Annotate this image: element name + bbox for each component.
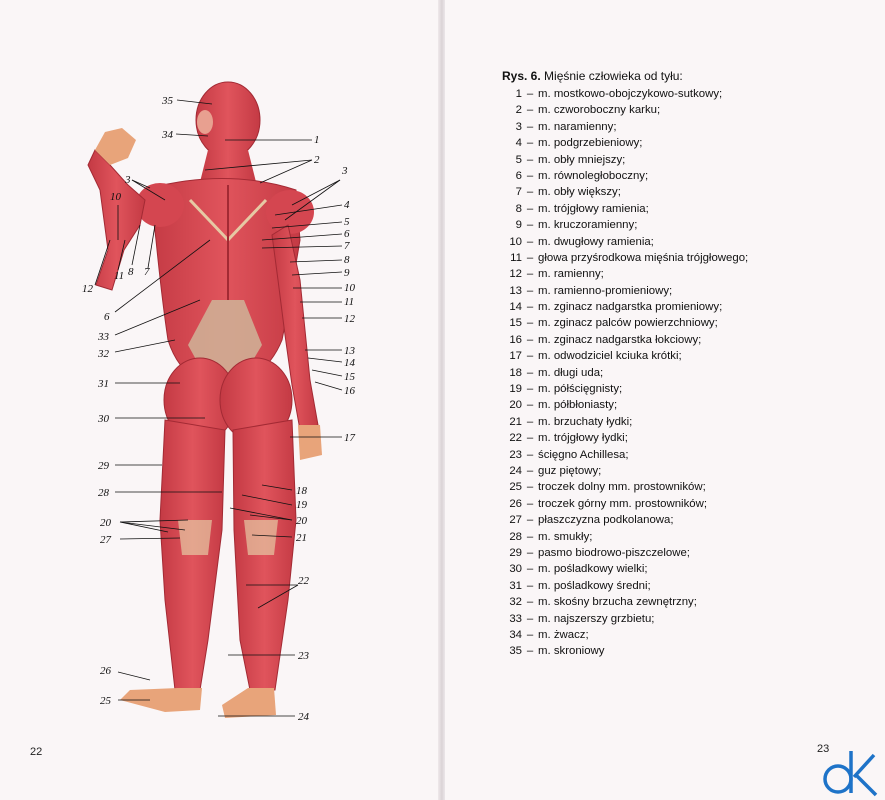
label-10-left: 10 (110, 191, 121, 203)
legend-item-dash: – (526, 383, 534, 396)
legend-item-dash: – (526, 481, 534, 494)
legend-item-number: 3 (515, 120, 522, 133)
legend-item-text: pasmo biodrowo-piszczelowe; (538, 546, 690, 559)
legend-item-text: płaszczyzna podkolanowa; (538, 514, 674, 527)
legend-item-dash: – (526, 612, 534, 625)
label-16: 16 (344, 385, 355, 397)
caption-title: Mięśnie człowieka od tyłu: (540, 69, 683, 83)
label-25: 25 (100, 695, 111, 707)
label-32: 32 (98, 348, 109, 360)
legend-item-dash: – (526, 317, 534, 330)
label-27: 27 (100, 534, 111, 546)
legend-item-text: m. ramienno-promieniowy; (538, 284, 673, 297)
caption-figure-number: Rys. 6. (502, 69, 541, 83)
legend-item-text: m. dwugłowy ramienia; (538, 235, 654, 248)
legend-item-text: m. półścięgnisty; (538, 383, 623, 396)
label-10-right: 10 (344, 282, 355, 294)
legend-item (502, 119, 748, 135)
label-2: 2 (314, 154, 320, 166)
legend-item-dash: – (526, 546, 534, 559)
legend-item-number: 12 (509, 268, 522, 281)
legend-item-text: m. skroniowy (538, 645, 605, 658)
legend-item-dash: – (526, 202, 534, 215)
legend-item (502, 152, 748, 168)
legend-item-dash: – (526, 563, 534, 576)
legend-item-dash: – (526, 333, 534, 346)
label-29: 29 (98, 460, 109, 472)
legend-item-number: 17 (509, 350, 522, 363)
legend-item (502, 578, 748, 594)
legend-item-dash: – (526, 530, 534, 543)
legend-item-number: 2 (515, 104, 522, 117)
legend-item-dash: – (526, 169, 534, 182)
legend-item-dash: – (526, 579, 534, 592)
legend-item (502, 135, 748, 151)
legend-item-number: 33 (509, 612, 522, 625)
label-21: 21 (296, 532, 307, 544)
legend-item-number: 31 (509, 579, 522, 592)
legend-item-dash: – (526, 301, 534, 314)
legend-item-dash: – (526, 284, 534, 297)
legend-item (502, 365, 748, 381)
legend-item-number: 8 (515, 202, 522, 215)
muscle-figure (0, 0, 440, 800)
label-12-right: 12 (344, 313, 355, 325)
legend-item-dash: – (526, 432, 534, 445)
label-6-right: 6 (344, 228, 350, 240)
label-4: 4 (344, 199, 350, 211)
page-number-right: 23 (817, 743, 830, 755)
legend-item-text: ścięgno Achillesa; (538, 448, 629, 461)
legend-item (502, 266, 748, 282)
legend-item-dash: – (526, 137, 534, 150)
label-13: 13 (344, 345, 355, 357)
page-number-left: 22 (30, 746, 43, 758)
label-31: 31 (98, 378, 109, 390)
legend-item-dash: – (526, 350, 534, 363)
label-3-right: 3 (342, 165, 348, 177)
legend-item-text: m. półbłoniasty; (538, 399, 618, 412)
legend-item-dash: – (526, 514, 534, 527)
legend-item-dash: – (526, 153, 534, 166)
label-22: 22 (298, 575, 309, 587)
legend-item (502, 512, 748, 528)
legend-item-text: m. kruczoramienny; (538, 219, 638, 232)
legend-item-text: m. mostkowo-obojczykowo-sutkowy; (538, 88, 723, 100)
label-19: 19 (296, 499, 307, 511)
legend-item (502, 201, 748, 217)
legend-item (502, 594, 748, 610)
legend-item-dash: – (526, 415, 534, 428)
legend-item-number: 5 (515, 153, 522, 166)
label-9: 9 (344, 267, 350, 279)
legend-item-text: m. trójgłowy łydki; (538, 432, 628, 445)
legend-item-dash: – (526, 497, 534, 510)
muscle-legend-list (502, 86, 748, 660)
legend-item-number: 32 (509, 596, 522, 609)
legend-item-number: 28 (509, 530, 522, 543)
legend-item-text: m. najszerszy grzbietu; (538, 612, 655, 625)
legend-item (502, 299, 748, 315)
legend-item (502, 250, 748, 266)
label-15: 15 (344, 371, 355, 383)
label-11-right: 11 (344, 296, 355, 308)
legend-item-number: 10 (509, 235, 522, 248)
label-24: 24 (298, 711, 309, 723)
legend-item (502, 545, 748, 561)
label-8-left: 8 (128, 266, 134, 278)
label-1: 1 (314, 134, 320, 146)
legend-item-dash: – (526, 235, 534, 248)
legend-item-text: m. smukły; (538, 530, 593, 543)
figure-caption (502, 69, 683, 83)
legend-item-text: m. zginacz nadgarstka promieniowy; (538, 301, 723, 314)
legend-item-number: 29 (509, 546, 522, 559)
label-20-right: 20 (296, 515, 307, 527)
legend-item-text: m. czworoboczny karku; (538, 104, 661, 117)
legend-item (502, 529, 748, 545)
legend-item (502, 627, 748, 643)
legend-item (502, 397, 748, 413)
legend-item-text: m. odwodziciel kciuka krótki; (538, 350, 682, 363)
legend-item-number: 26 (509, 497, 522, 510)
legend-item-dash: – (526, 596, 534, 609)
legend-item-text: troczek dolny mm. prostowników; (538, 481, 706, 494)
legend-item (502, 102, 748, 118)
legend-item (502, 217, 748, 233)
legend-item (502, 463, 748, 479)
legend-item-number: 14 (509, 301, 522, 314)
legend-item-number: 16 (509, 333, 522, 346)
label-23: 23 (298, 650, 309, 662)
legend-item (502, 447, 748, 463)
dk-logo-icon (818, 747, 878, 797)
label-6-left: 6 (104, 311, 110, 323)
legend-item-text: m. ramienny; (538, 268, 604, 281)
legend-item-number: 7 (515, 186, 522, 199)
legend-item-text: m. trójgłowy ramienia; (538, 202, 649, 215)
legend-item-dash: – (526, 464, 534, 477)
label-34: 34 (162, 129, 173, 141)
legend-item-text: m. zginacz nadgarstka łokciowy; (538, 333, 702, 346)
legend-item-number: 22 (509, 432, 522, 445)
legend-item-dash: – (526, 645, 534, 658)
legend-item-dash: – (526, 219, 534, 232)
label-3-left: 3 (125, 174, 131, 186)
legend-item (502, 234, 748, 250)
label-7-left: 7 (144, 266, 150, 278)
legend-item (502, 283, 748, 299)
legend-item-dash: – (526, 268, 534, 281)
label-7-right: 7 (344, 240, 350, 252)
legend-item-number: 27 (509, 514, 522, 527)
legend-item-text: troczek górny mm. prostowników; (538, 497, 708, 510)
left-page (0, 0, 440, 800)
legend-item-dash: – (526, 120, 534, 133)
legend-item-dash: – (526, 448, 534, 461)
legend-item-text: m. zginacz palców powierzchniowy; (538, 317, 718, 330)
legend-item-text: m. naramienny; (538, 120, 617, 133)
legend-item-dash: – (526, 628, 534, 641)
legend-item-text: m. pośladkowy średni; (538, 579, 651, 592)
legend-item (502, 184, 748, 200)
legend-item (502, 315, 748, 331)
legend-item-text: m. obły większy; (538, 186, 621, 199)
legend-item (502, 348, 748, 364)
legend-item-text: m. żwacz; (538, 628, 589, 641)
legend-item (502, 168, 748, 184)
legend-item (502, 561, 748, 577)
label-35: 35 (162, 95, 173, 107)
legend-item-number: 9 (515, 219, 522, 232)
legend-item (502, 430, 748, 446)
legend-item (502, 479, 748, 495)
label-11-left: 11 (114, 270, 125, 282)
legend-item-number: 21 (509, 415, 522, 428)
legend-item-number: 15 (509, 317, 522, 330)
legend-item-number: 25 (509, 481, 522, 494)
legend-item-dash: – (526, 186, 534, 199)
legend-item (502, 381, 748, 397)
label-14: 14 (344, 357, 355, 369)
legend-item-number: 34 (509, 628, 522, 641)
legend-item-number: 6 (515, 169, 522, 182)
label-28: 28 (98, 487, 109, 499)
legend-item-number: 13 (509, 284, 522, 297)
legend-item (502, 643, 748, 659)
label-26: 26 (100, 665, 111, 677)
legend-item-number: 11 (510, 251, 522, 264)
legend-item-number: 18 (509, 366, 522, 379)
legend-item (502, 86, 748, 102)
legend-item-text: m. obły mniejszy; (538, 153, 626, 166)
legend-item (502, 496, 748, 512)
label-20-left: 20 (100, 517, 111, 529)
label-18: 18 (296, 485, 307, 497)
legend-item-text: m. równoległoboczny; (538, 169, 649, 182)
legend-item-text: głowa przyśrodkowa mięśnia trójgłowego; (538, 251, 749, 264)
legend-item-dash: – (526, 399, 534, 412)
legend-item-text: m. podgrzebieniowy; (538, 137, 643, 150)
legend-item-number: 23 (509, 448, 522, 461)
label-33: 33 (98, 331, 109, 343)
label-17: 17 (344, 432, 355, 444)
legend-item-number: 1 (515, 88, 522, 100)
legend-item-number: 35 (509, 645, 522, 658)
label-12-left: 12 (82, 283, 93, 295)
legend-item-number: 30 (509, 563, 522, 576)
legend-item-dash: – (526, 88, 534, 100)
label-5: 5 (344, 216, 350, 228)
legend-item-number: 19 (509, 383, 522, 396)
legend-item-text: m. długi uda; (538, 366, 604, 379)
legend-item-dash: – (526, 366, 534, 379)
legend-item-dash: – (526, 251, 534, 264)
legend-item-text: m. skośny brzucha zewnętrzny; (538, 596, 697, 609)
legend-item-text: m. brzuchaty łydki; (538, 415, 633, 428)
legend-item-number: 24 (509, 464, 522, 477)
legend-item (502, 414, 748, 430)
label-30: 30 (98, 413, 109, 425)
legend-item (502, 332, 748, 348)
legend-item-text: guz piętowy; (538, 464, 602, 477)
legend-item-dash: – (526, 104, 534, 117)
label-8-right: 8 (344, 254, 350, 266)
legend-item-number: 20 (509, 399, 522, 412)
legend-item (502, 611, 748, 627)
legend-item-text: m. pośladkowy wielki; (538, 563, 648, 576)
legend-item-number: 4 (515, 137, 522, 150)
